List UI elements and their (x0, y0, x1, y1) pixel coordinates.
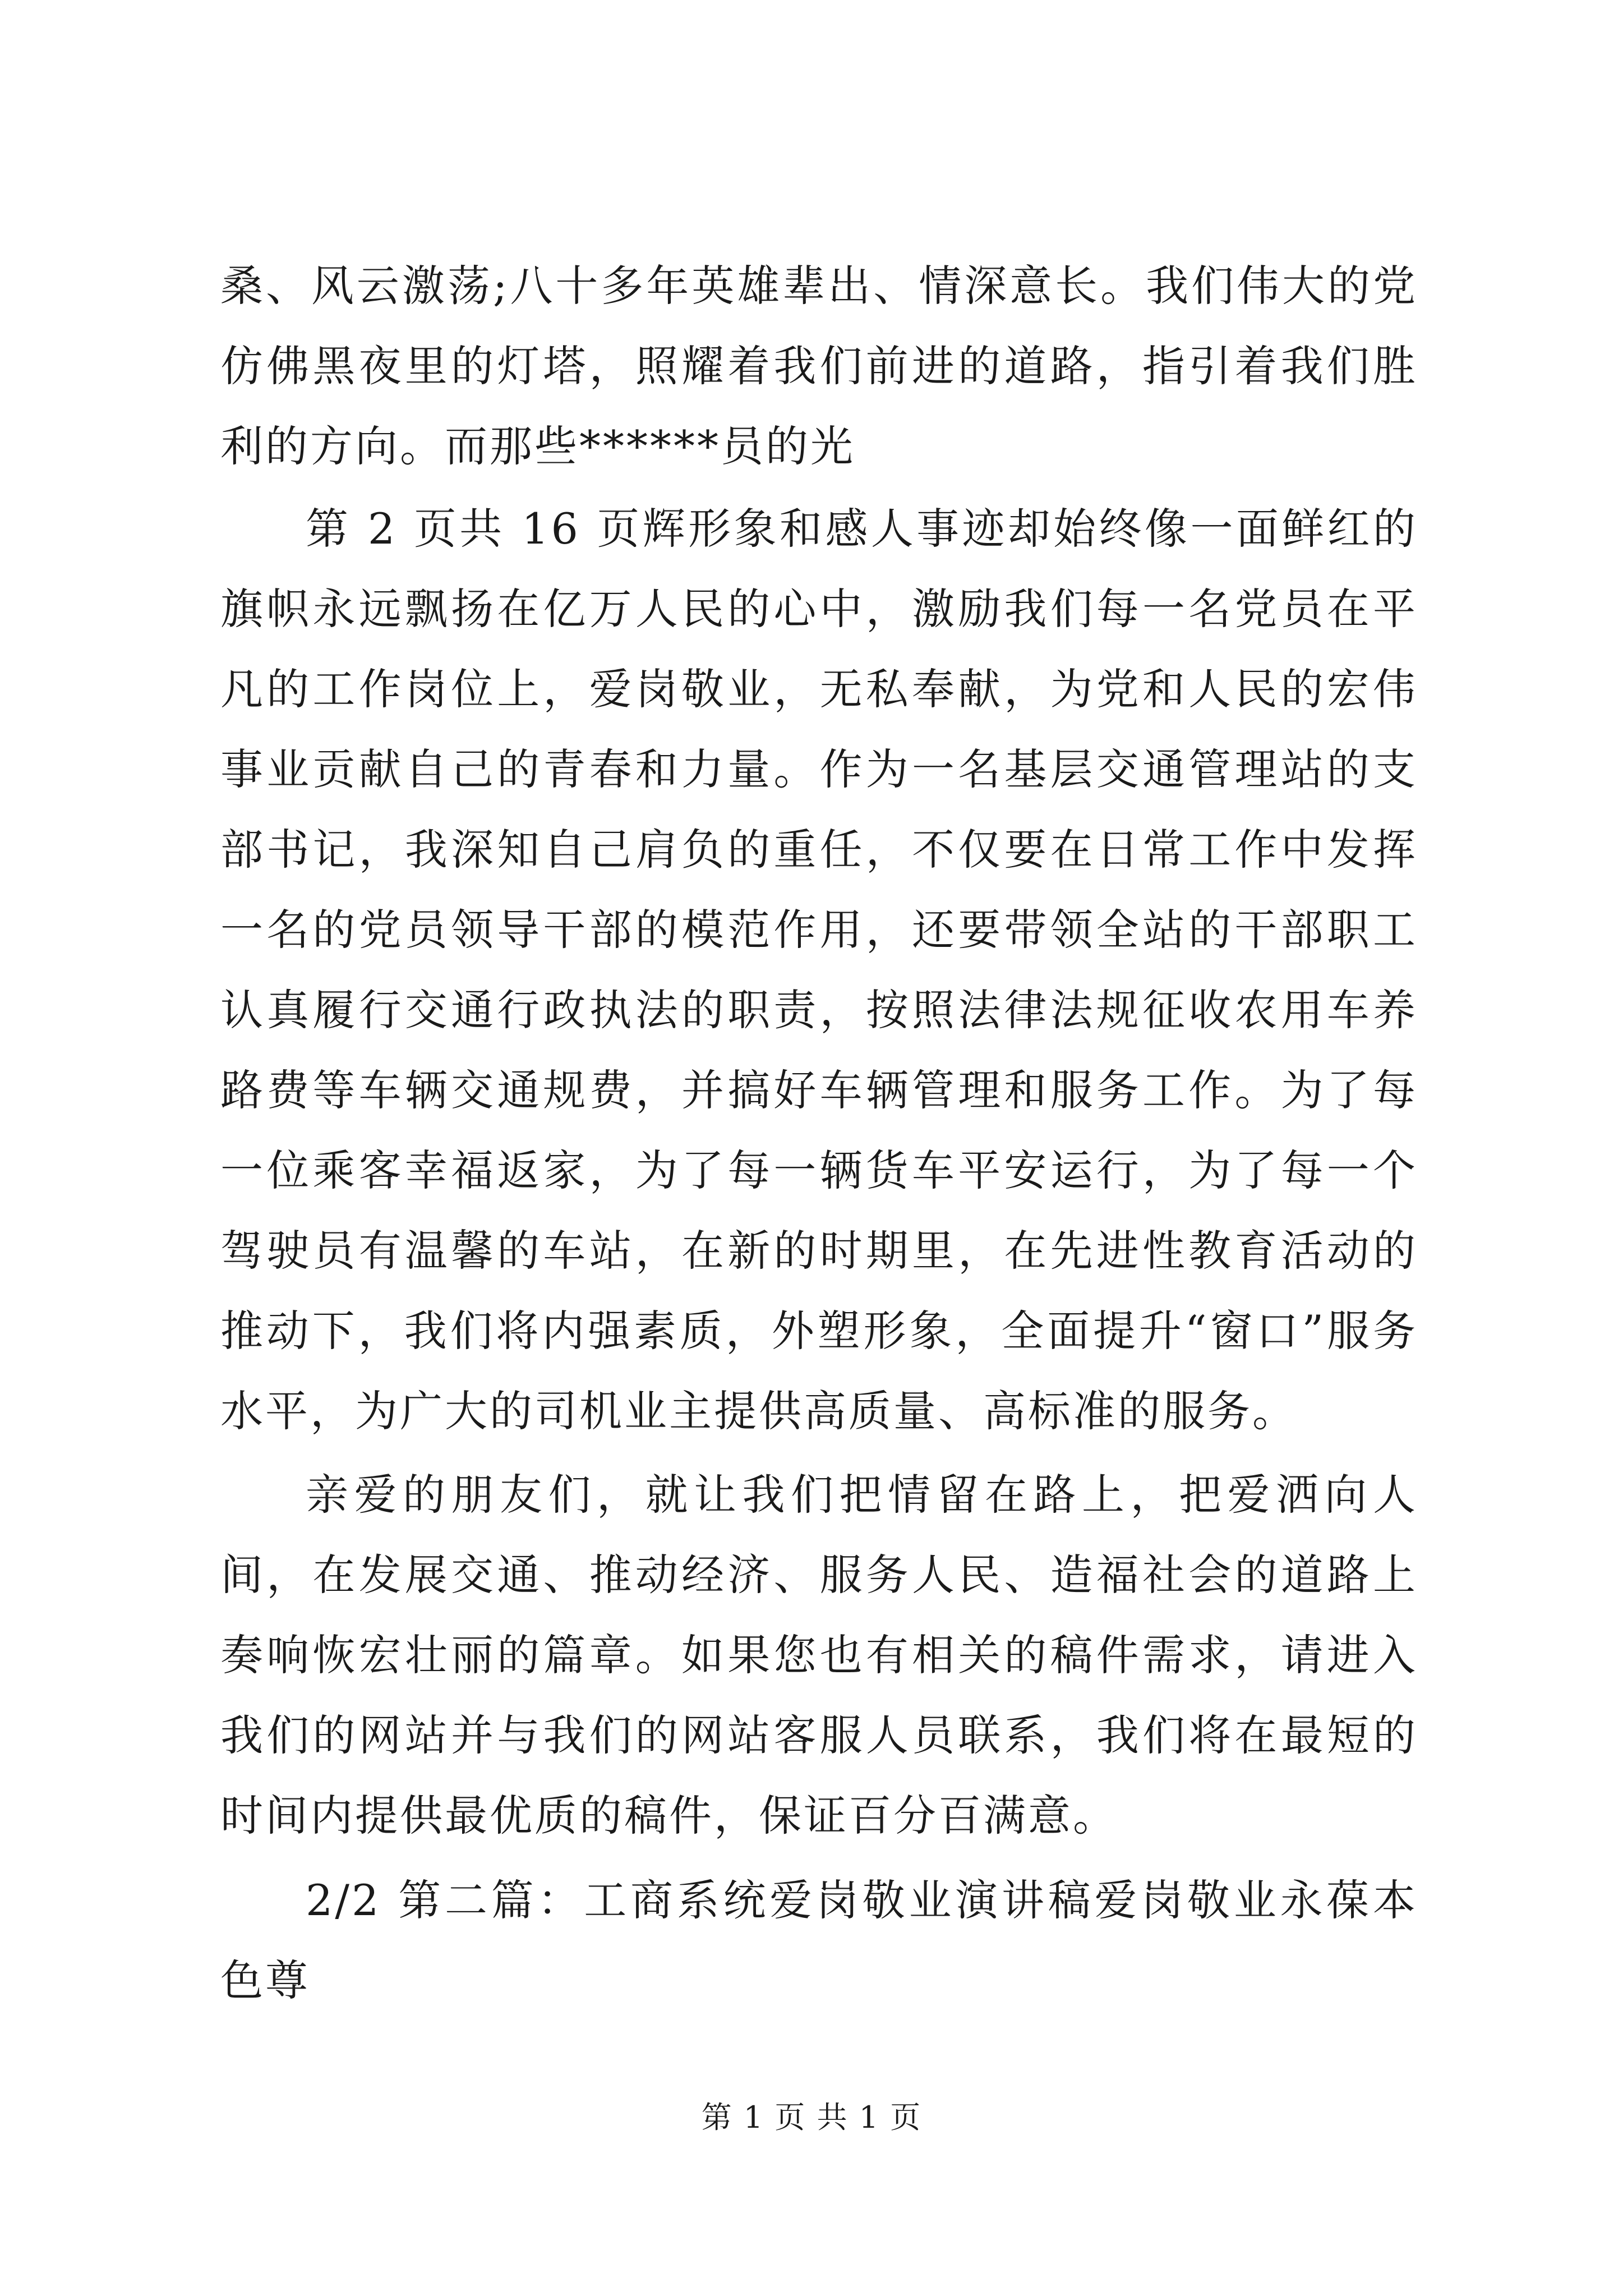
page-footer: 第 1 页 共 1 页 (701, 2100, 922, 2135)
paragraph-2: 第 2 页共 16 页辉形象和感人事迹却始终像一面鲜红的旗帜永远飘扬在亿万人民的心中，激励我们每一名党员在平凡的工作岗位上，爱岗敬业，无私奉献，为党和人民的宏伟事业贡献自己的青春和力量。作为一名基层交通管理站的支部书记，我深知自己肩负的重任，不仅要在日常工作中发挥一名的党员领导干部的模范作用，还要带领全站的干部职工认真履行交通行政执法的职责，按照法律法规征收农用车养路费等车辆交通规费，并搞好车辆管理和服务工作。为了每一位乘客幸福返家，为了每一辆货车平安运行，为了每一个驾驶员有温馨的车站，在新的时期里，在先进性教育活动的推动下，我们将内强素质，外塑形象，全面提升“窗口”服务水平，为广大的司机业主提供高质量、高标准的服务。 (220, 504, 1418, 1436)
paragraph-4: 2/2 第二篇：工商系统爱岗敬业演讲稿爱岗敬业永葆本色尊 (220, 1875, 1418, 2005)
document-body (220, 246, 1418, 2021)
paragraph-1: 桑、风云激荡;八十多年英雄辈出、情深意长。我们伟大的党仿佛黑夜里的灯塔，照耀着我们前进的道路，指引着我们胜利的方向。而那些******员的光 (220, 261, 1418, 471)
paragraph-3: 亲爱的朋友们，就让我们把情留在路上，把爱洒向人间，在发展交通、推动经济、服务人民、造福社会的道路上奏响恢宏壮丽的篇章。如果您也有相关的稿件需求，请进入我们的网站并与我们的网站客服人员联系，我们将在最短的时间内提供最优质的稿件，保证百分百满意。 (220, 1470, 1418, 1841)
